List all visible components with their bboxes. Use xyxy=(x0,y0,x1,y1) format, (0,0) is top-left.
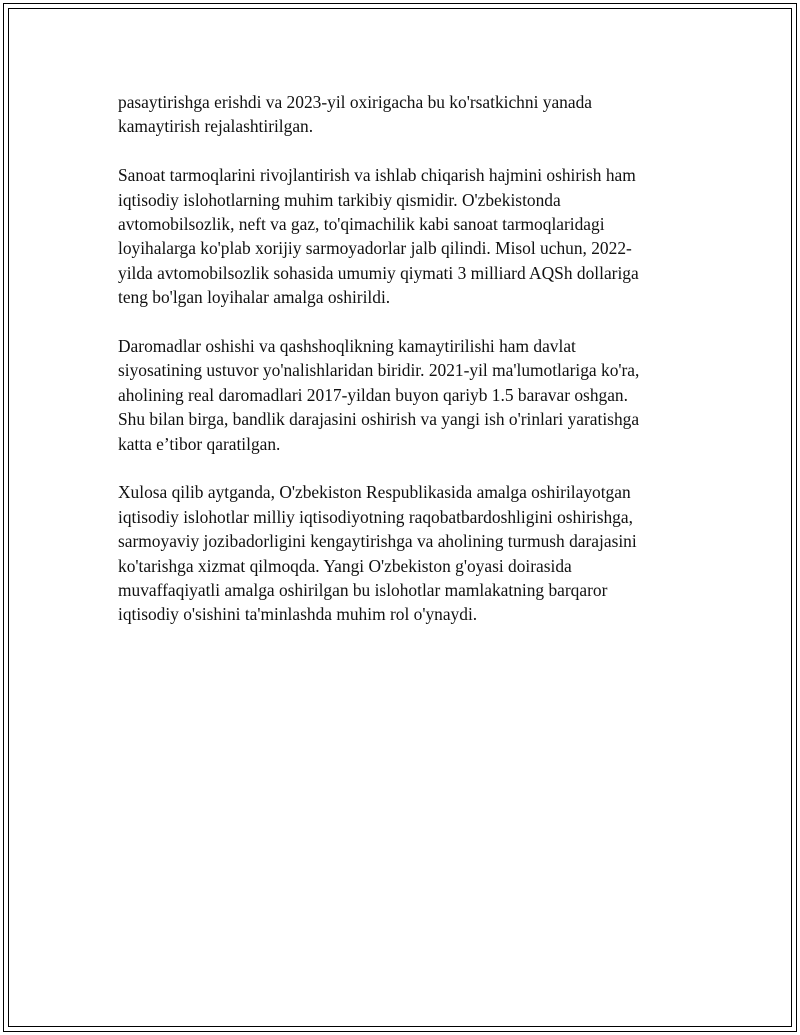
text-line: Sanoat tarmoqlarini rivojlantirish va ishlab chiqarish hajmini oshirish ham xyxy=(118,165,636,186)
text-line: iqtisodiy o'sishini ta'minlashda muhim rol o'ynaydi. xyxy=(118,604,478,625)
paragraph-1 xyxy=(118,90,678,139)
text-line: sarmoyaviy jozibadorligini kengaytirishga va aholining turmush darajasini xyxy=(118,531,637,552)
paragraph-4 xyxy=(118,480,678,626)
text-line: avtomobilsozlik, neft va gaz, to'qimachilik kabi sanoat tarmoqlaridagi xyxy=(118,214,605,235)
text-line: aholining real daromadlari 2017-yildan buyon qariyb 1.5 baravar oshgan. xyxy=(118,384,628,405)
text-line: Daromadlar oshishi va qashshoqlikning kamaytirilishi ham davlat xyxy=(118,336,576,357)
text-line: katta e’tibor qaratilgan. xyxy=(118,433,281,454)
text-line: pasaytirishga erishdi va 2023-yil oxirigacha bu ko'rsatkichni yanada xyxy=(118,92,592,112)
text-line: teng bo'lgan loyihalar amalga oshirildi. xyxy=(118,287,391,308)
text-line: iqtisodiy islohotlarning muhim tarkibiy qismidir. O'zbekistonda xyxy=(118,189,561,210)
text-line: ko'tarishga xizmat qilmoqda. Yangi O'zbekiston g'oyasi doirasida xyxy=(118,555,572,576)
document-body xyxy=(118,90,678,651)
text-line: kamaytirish rejalashtirilgan. xyxy=(118,116,314,137)
text-line: muvaffaqiyatli amalga oshirilgan bu islohotlar mamlakatning barqaror xyxy=(118,580,608,601)
text-line: siyosatining ustuvor yo'nalishlaridan biridir. 2021-yil ma'lumotlariga ko'ra, xyxy=(118,360,640,381)
paragraph-2 xyxy=(118,163,678,309)
text-line: Shu bilan birga, bandlik darajasini oshirish va yangi ish o'rinlari yaratishga xyxy=(118,409,640,430)
text-line: iqtisodiy islohotlar milliy iqtisodiyotning raqobatbardoshligini oshirishga, xyxy=(118,506,633,527)
text-line: Xulosa qilib aytganda, O'zbekiston Respublikasida amalga oshirilayotgan xyxy=(118,482,631,503)
text-line: loyihalarga ko'plab xorijiy sarmoyadorlar jalb qilindi. Misol uchun, 2022- xyxy=(118,238,632,259)
paragraph-3 xyxy=(118,334,678,456)
text-line: yilda avtomobilsozlik sohasida umumiy qiymati 3 milliard AQSh dollariga xyxy=(118,262,639,283)
